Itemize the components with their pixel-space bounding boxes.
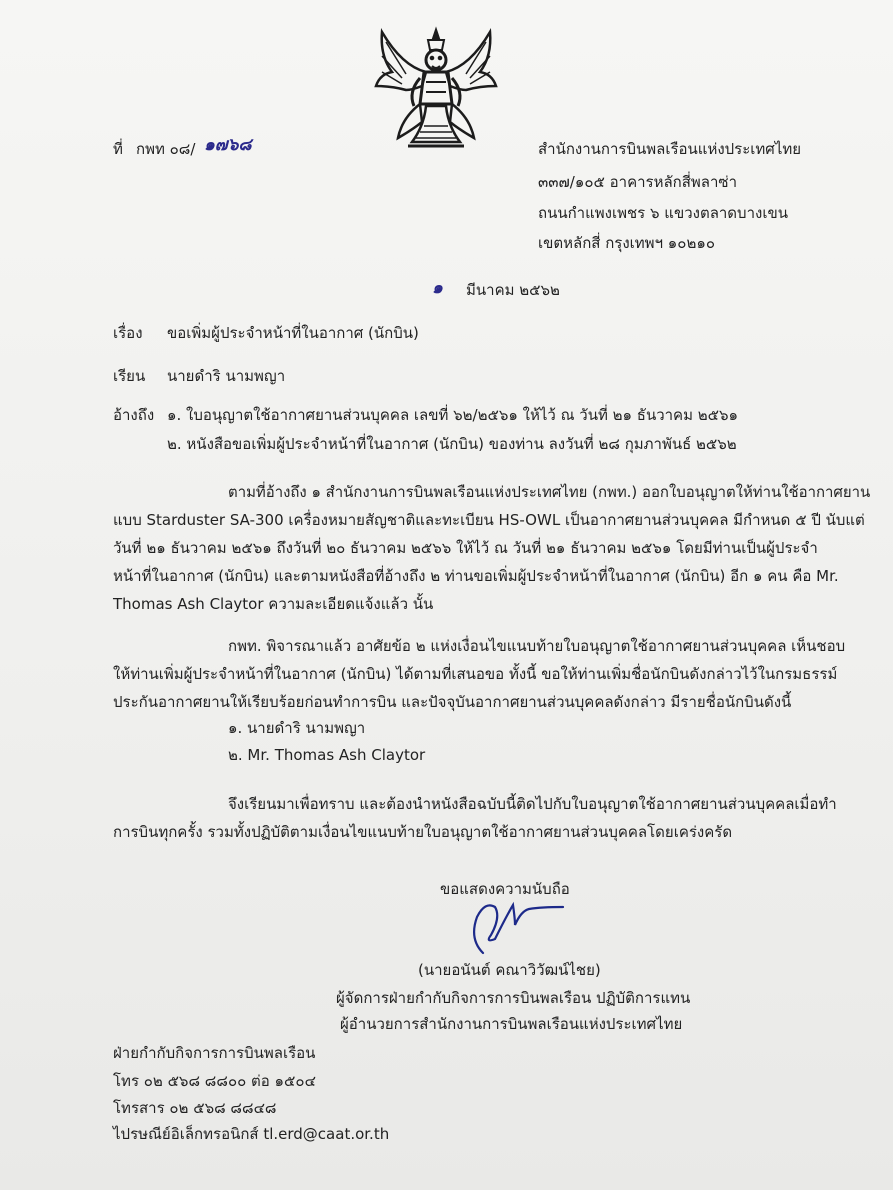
ref-number: กพท ๐๘/ bbox=[136, 140, 196, 158]
address-line-3: ถนนกำแพงเพชร ๖ แขวงตลาดบางเขน bbox=[538, 204, 788, 222]
to-text: นายดำริ นามพญา bbox=[167, 367, 286, 385]
paragraph-2-line: ประกันอากาศยานให้เรียบร้อยก่อนทำการบิน และปัจจุบันอากาศยานส่วนบุคคลดังกล่าว มีรายชื่อนักบินดังนี้ bbox=[113, 693, 792, 711]
subject-label: เรื่อง bbox=[113, 324, 143, 342]
paragraph-2-line: กพท. พิจารณาแล้ว อาศัยข้อ ๒ แห่งเงื่อนไขแนบท้ายใบอนุญาตใช้อากาศยานส่วนบุคคล เห็นชอบ bbox=[228, 637, 846, 655]
paragraph-1-line: แบบ Starduster SA-300 เครื่องหมายสัญชาติและทะเบียน HS-OWL เป็นอากาศยานส่วนบุคคล มีกำหนด ๕ ปี นับแต่ bbox=[113, 511, 865, 529]
date-day-handwritten: ๑ bbox=[432, 278, 443, 298]
ref-number-handwritten: ๑๗๖๘ bbox=[204, 135, 252, 155]
footer-fax: โทรสาร ๐๒ ๕๖๘ ๘๘๔๘ bbox=[113, 1099, 277, 1117]
paragraph-1-line: ตามที่อ้างถึง ๑ สำนักงานการบินพลเรือนแห่งประเทศไทย (กพท.) ออกใบอนุญาตให้ท่านใช้อากาศยาน bbox=[228, 483, 871, 501]
paragraph-3-line: จึงเรียนมาเพื่อทราบ และต้องนำหนังสือฉบับนี้ติดไปกับใบอนุญาตใช้อากาศยานส่วนบุคคลเมื่อทำ bbox=[228, 795, 837, 813]
paragraph-1-line: หน้าที่ในอากาศ (นักบิน) และตามหนังสือที่อ้างถึง ๒ ท่านขอเพิ่มผู้ประจำหน้าที่ในอากาศ (นักบิน) อีก ๑ คน คือ Mr. bbox=[113, 567, 839, 585]
address-line-2: ๓๓๗/๑๐๕ อาคารหลักสี่พลาซ่า bbox=[538, 173, 738, 191]
garuda-emblem-icon bbox=[372, 26, 500, 154]
address-line-1: สำนักงานการบินพลเรือนแห่งประเทศไทย bbox=[538, 140, 802, 158]
footer-telephone: โทร ๐๒ ๕๖๘ ๘๘๐๐ ต่อ ๑๕๐๔ bbox=[113, 1072, 316, 1090]
date-text: มีนาคม ๒๕๖๒ bbox=[466, 281, 560, 299]
paragraph-3-line: การบินทุกครั้ง รวมทั้งปฏิบัติตามเงื่อนไขแนบท้ายใบอนุญาตใช้อากาศยานส่วนบุคคลโดยเคร่งครัด bbox=[113, 823, 733, 841]
address-line-4: เขตหลักสี่ กรุงเทพฯ ๑๐๒๑๐ bbox=[538, 234, 716, 252]
signatory-title-1: ผู้จัดการฝ่ายกำกับกิจการการบินพลเรือน ปฏิบัติการแทน bbox=[336, 989, 691, 1007]
pilot-list-item: ๑. นายดำริ นามพญา bbox=[228, 719, 366, 737]
footer-email: ไปรษณีย์อิเล็กทรอนิกส์ tl.erd@caat.or.th bbox=[113, 1125, 390, 1143]
reference-item-2: ๒. หนังสือขอเพิ่มผู้ประจำหน้าที่ในอากาศ (นักบิน) ของท่าน ลงวันที่ ๒๘ กุมภาพันธ์ ๒๕๖๒ bbox=[167, 435, 737, 453]
signatory-name: (นายอนันต์ คณาวิวัฒน์ไชย) bbox=[418, 961, 601, 979]
subject-text: ขอเพิ่มผู้ประจำหน้าที่ในอากาศ (นักบิน) bbox=[167, 324, 419, 342]
signatory-title-2: ผู้อำนวยการสำนักงานการบินพลเรือนแห่งประเทศไทย bbox=[340, 1015, 683, 1033]
paragraph-2-line: ให้ท่านเพิ่มผู้ประจำหน้าที่ในอากาศ (นักบิน) ได้ตามที่เสนอขอ ทั้งนี้ ขอให้ท่านเพิ่มชื่อนักบินดังกล่าวไว้ในกรมธรรม์ bbox=[113, 665, 838, 683]
closing-text: ขอแสดงความนับถือ bbox=[440, 880, 570, 898]
paragraph-1-line: Thomas Ash Claytor ความละเอียดแจ้งแล้ว นั้น bbox=[113, 595, 434, 613]
reference-item-1: ๑. ใบอนุญาตใช้อากาศยานส่วนบุคคล เลขที่ ๖๒/๒๕๖๑ ให้ไว้ ณ วันที่ ๒๑ ธันวาคม ๒๕๖๑ bbox=[167, 406, 739, 424]
signature-mark bbox=[455, 895, 565, 955]
to-label: เรียน bbox=[113, 367, 146, 385]
pilot-list-item: ๒. Mr. Thomas Ash Claytor bbox=[228, 746, 426, 764]
footer-department: ฝ่ายกำกับกิจการการบินพลเรือน bbox=[113, 1044, 316, 1062]
ref-label: ที่ bbox=[113, 140, 123, 158]
reference-label: อ้างถึง bbox=[113, 406, 155, 424]
paragraph-1-line: วันที่ ๒๑ ธันวาคม ๒๕๖๑ ถึงวันที่ ๒๐ ธันวาคม ๒๕๖๖ ให้ไว้ ณ วันที่ ๒๑ ธันวาคม ๒๕๖๑ โดยมีท่านเป็นผู้ประจำ bbox=[113, 539, 818, 557]
